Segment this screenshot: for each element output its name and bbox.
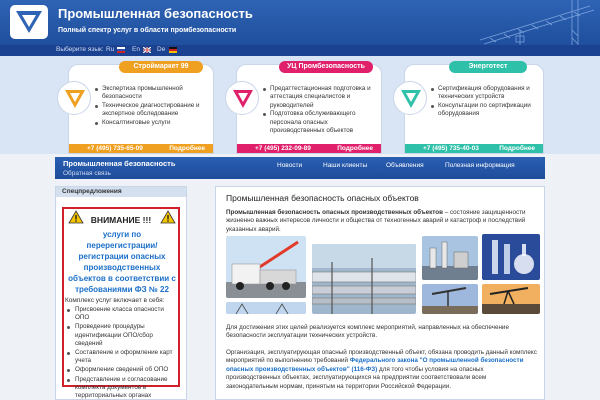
card-logo <box>225 81 259 115</box>
card-title-badge[interactable]: УЦ Промбезопасность <box>279 61 373 73</box>
nav-item-industrial-safety[interactable]: Промышленная безопасность <box>63 159 176 168</box>
card-footer <box>237 144 381 153</box>
crane-illustration <box>460 0 600 45</box>
paragraph-goals: Для достижения этих целей реализуется комплекс мероприятий, направленных на обеспечение безопасности эксплуатации технических устройств. <box>226 324 509 340</box>
nav-item-announcements[interactable]: Объявления <box>386 162 424 169</box>
lang-ru-link[interactable]: Ru <box>106 46 115 53</box>
sidebar-heading: Спецпредложения <box>56 187 186 197</box>
list-item: Техническое диагностирование и экспертное обследование <box>95 102 213 119</box>
pumpjack-photo[interactable] <box>482 284 540 314</box>
federal-law-link[interactable]: Федерального закона "О промышленной безопасности опасных производственных объектов" (116-ФЗ) <box>226 357 524 373</box>
card-more-link[interactable]: Подробнее <box>169 145 205 152</box>
card-logo <box>393 81 427 115</box>
language-label: Выберите язык: <box>56 46 104 53</box>
list-item: Предаттестационная подготовка и аттестация специалистов и руководителей <box>263 85 379 110</box>
services-strip <box>0 56 600 154</box>
list-item: Консультации по сертификации оборудования <box>431 102 543 119</box>
truck-crane-photo[interactable] <box>226 236 306 298</box>
alert-title: ВНИМАНИЕ !!! <box>90 215 152 225</box>
list-item: Составление и оформление карт учета <box>67 349 179 365</box>
site-subtitle: Полный спектр услуг в области промбезопасности <box>58 27 237 34</box>
photo-collage <box>216 234 545 314</box>
card-more-link[interactable]: Подробнее <box>499 145 535 152</box>
page-title: Промышленная безопасность опасных объектов <box>226 193 419 203</box>
nav-item-clients[interactable]: Наши клиенты <box>323 162 368 169</box>
power-line-photo[interactable] <box>226 302 306 314</box>
germany-flag-icon[interactable] <box>169 47 177 53</box>
language-bar <box>0 45 600 56</box>
card-logo <box>57 81 91 115</box>
card-title-badge[interactable]: Строймаркет 99 <box>119 61 203 73</box>
main-nav <box>55 157 545 179</box>
card-phone: +7 (495) 735-40-03 <box>423 145 479 152</box>
list-item: Представление и согласование комплекта документов в территориальных органах <box>67 376 179 400</box>
services-label: Комплекс услуг включает в себя: <box>65 297 165 304</box>
card-footer <box>405 144 543 153</box>
lab-flask-photo[interactable] <box>482 234 540 280</box>
card-footer <box>69 144 213 153</box>
card-services-list <box>431 85 543 119</box>
service-card-uc <box>236 64 382 154</box>
site-title: Промышленная безопасность <box>58 6 253 21</box>
oil-pump-photo[interactable] <box>422 284 478 314</box>
lang-de-link[interactable]: De <box>157 46 166 53</box>
logo[interactable] <box>10 5 48 39</box>
main-content <box>215 186 545 400</box>
industrial-plant-photo[interactable] <box>422 236 478 280</box>
service-card-stroymarket <box>68 64 214 154</box>
orange-triangle-icon <box>64 89 86 109</box>
list-item: Экспертиза промышленной безопасности <box>95 85 213 102</box>
intro-bold: Промышленная безопасность опасных производственных объектов <box>226 209 443 216</box>
list-item: Проведение процедуры идентификации ОПО/сбор сведений <box>67 323 179 348</box>
russia-flag-icon[interactable] <box>117 47 125 53</box>
card-phone: +7 (495) 735-65-09 <box>87 145 143 152</box>
nav-item-news[interactable]: Новости <box>277 162 303 169</box>
pipeline-photo[interactable] <box>312 244 416 314</box>
list-item: Оформление сведений об ОПО <box>67 366 179 374</box>
paragraph-law <box>226 349 538 391</box>
services-list <box>67 306 179 400</box>
law-text-b: для того чтобы условия на опасных производственных объектах, эксплуатирующихся на предприятии соответствовали всем законодательным нормам, принятым на территории Российской Федерации. <box>226 365 487 390</box>
intro-paragraph <box>226 209 536 234</box>
nav-item-feedback[interactable]: Обратная связь <box>63 170 111 177</box>
card-phone: +7 (495) 232-09-89 <box>255 145 311 152</box>
list-item: Консалтинговые услуги <box>95 119 213 127</box>
service-card-energotest <box>404 64 544 154</box>
card-services-list <box>95 85 213 127</box>
card-more-link[interactable]: Подробнее <box>337 145 373 152</box>
card-title-badge[interactable]: Энерготест <box>449 61 527 73</box>
teal-triangle-icon <box>400 89 422 109</box>
alert-link-text[interactable]: услуги по перерегистрации/регистрации опасных производственных объектов в соответствии с требованиями ФЗ № 22 <box>68 230 176 294</box>
site-header <box>0 0 600 45</box>
lang-en-link[interactable]: En <box>132 46 140 53</box>
card-services-list <box>263 85 379 135</box>
law-text-a: Организация, эксплуатирующая опасный производственный объект, обязана проводить данный комплекс мероприятий по выполнению требований <box>226 349 537 365</box>
logo-triangle-icon <box>14 9 44 35</box>
pink-triangle-icon <box>232 89 254 109</box>
list-item: Сертификация оборудования и технических устройств <box>431 85 543 102</box>
list-item: Присвоение класса опасности ОПО <box>67 306 179 322</box>
uk-flag-icon[interactable] <box>143 47 151 53</box>
intro-rest: – состояние защищенности жизненно важных интересов личности и общества от техногенных аварий и катастроф и последствий указанных аварий. <box>226 209 526 233</box>
nav-item-useful-info[interactable]: Полезная информация <box>445 162 515 169</box>
list-item: Подготовка обслуживающего персонала опасных производственных объектов <box>263 110 379 135</box>
